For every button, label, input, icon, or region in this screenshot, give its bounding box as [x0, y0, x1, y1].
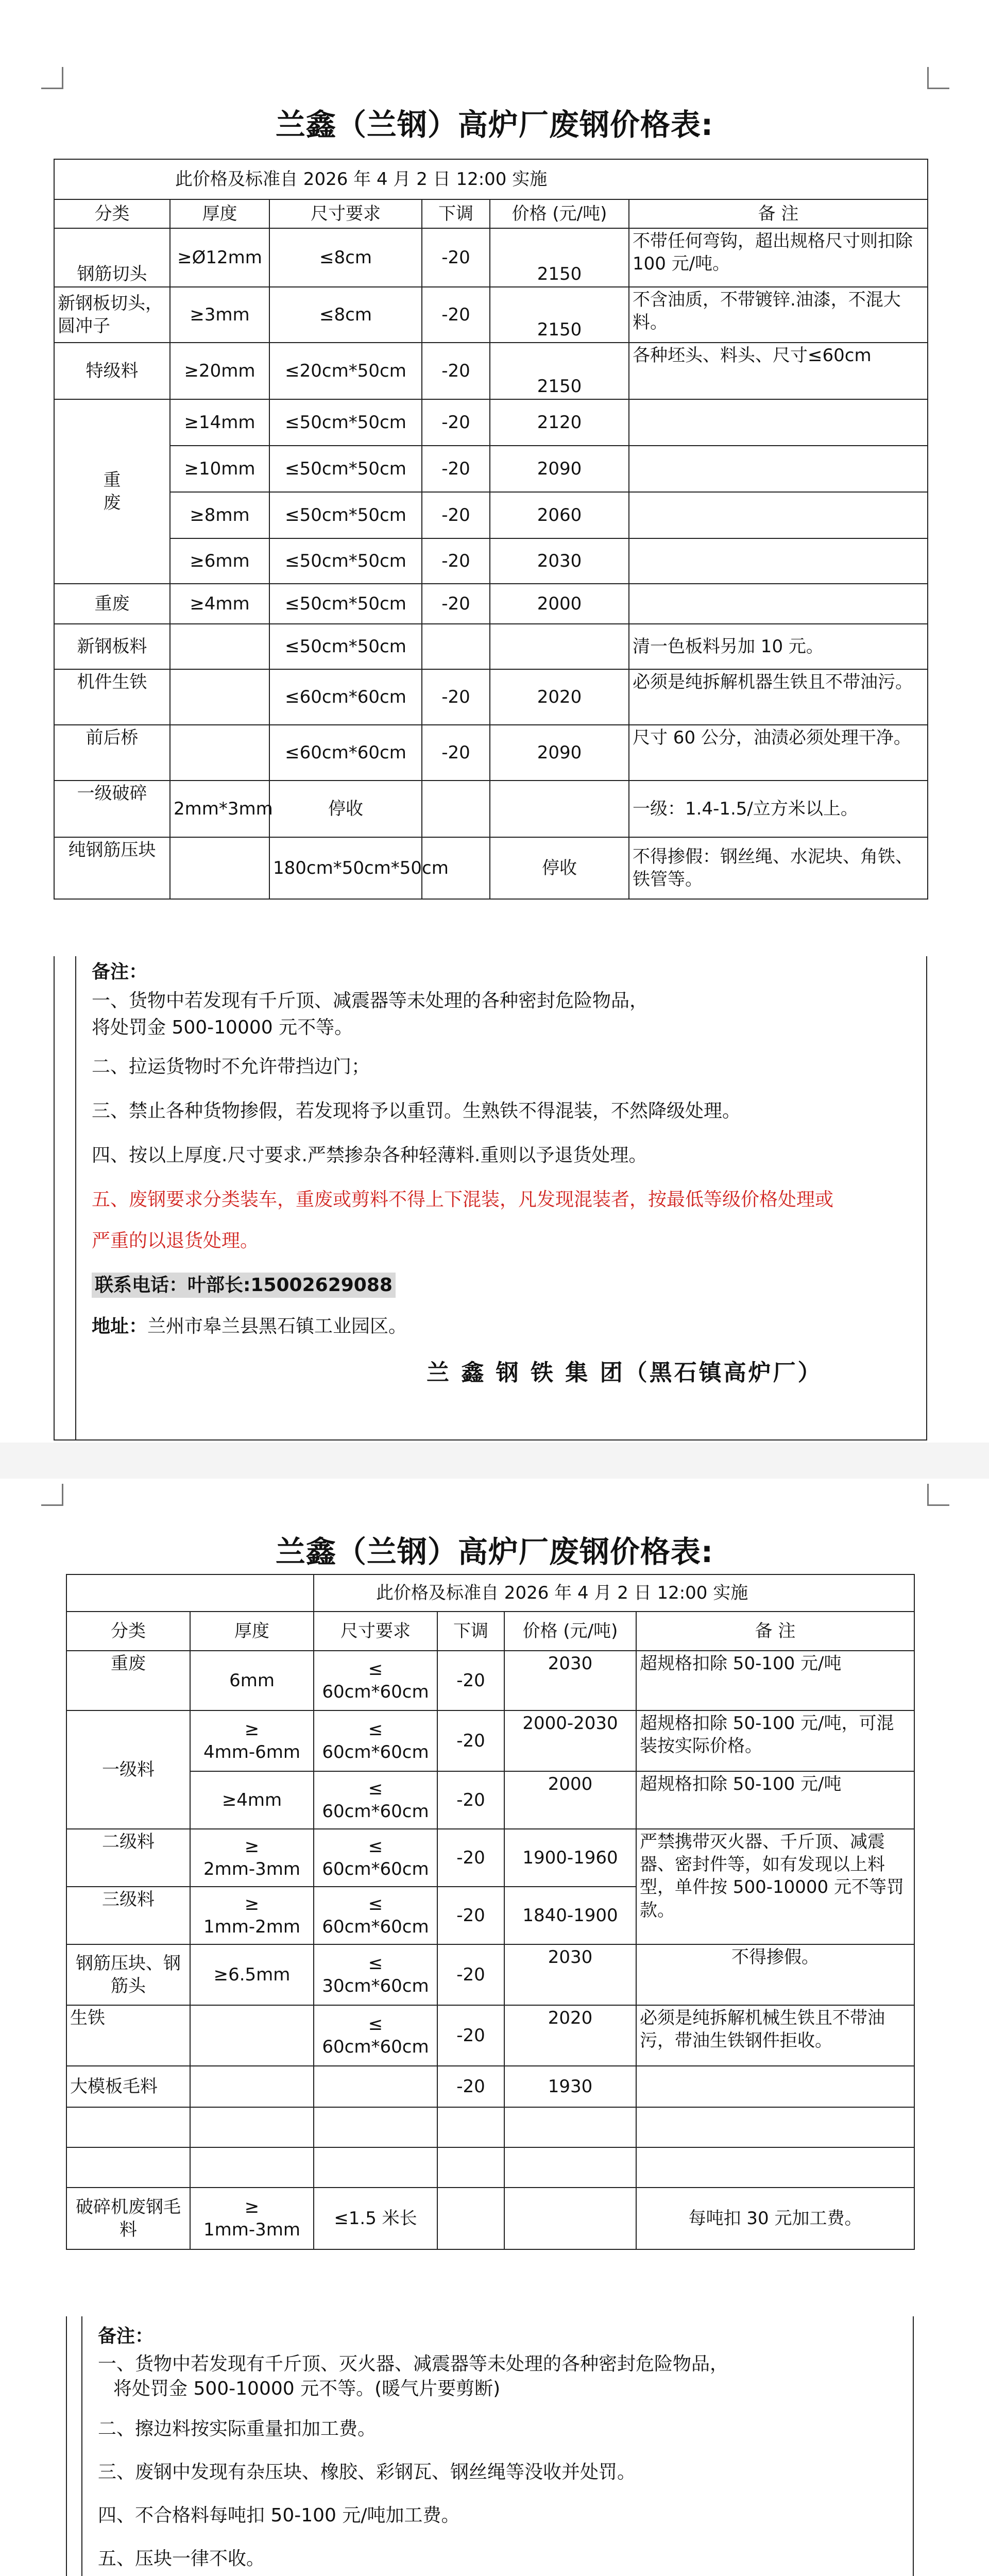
page-gap [0, 1443, 989, 1479]
page-title: 兰鑫（兰钢）高炉厂废钢价格表: [275, 1534, 714, 1569]
cell-size: ≤1.5 米长 [314, 2188, 437, 2249]
header-price: 价格 (元/吨) [504, 1612, 636, 1651]
cell-price: 2020 [490, 669, 629, 725]
cell-empty [437, 2147, 504, 2188]
cell-price: 1900-1960 [504, 1829, 636, 1887]
cell-size: 180cm*50cm*50cm [269, 837, 422, 899]
table-row [54, 343, 928, 399]
header-note: 备 注 [629, 199, 928, 228]
cell-thickness [190, 2005, 314, 2066]
cell-adjust [422, 624, 490, 669]
table-row [66, 1651, 914, 1710]
cell-price: 2000 [490, 584, 629, 624]
cell-note: 必须是纯拆解机器生铁且不带油污。 [629, 669, 928, 725]
cell-thickness [190, 2066, 314, 2107]
cell-adjust: -20 [422, 538, 490, 584]
table-row [54, 584, 928, 624]
cell-empty [66, 2107, 190, 2147]
cell-note: 尺寸 60 公分，油渍必须处理干净。 [629, 725, 928, 781]
table-row [54, 399, 928, 446]
effective-date: 此价格及标准自 2026 年 4 月 2 日 12:00 实施 [170, 159, 928, 199]
cell-adjust [422, 781, 490, 837]
cell-price: 2150 [490, 343, 629, 399]
table-row [66, 2147, 914, 2188]
cell-category: 生铁 [66, 2005, 190, 2066]
table-row [54, 624, 928, 669]
cell-price: 2060 [490, 492, 629, 538]
address-value: 兰州市皋兰县黑石镇工业园区。 [147, 1316, 407, 1337]
cell-adjust: -20 [437, 1944, 504, 2005]
cell-size: ≤50cm*50cm [269, 492, 422, 538]
cell-adjust: -20 [422, 669, 490, 725]
table-row [66, 1771, 914, 1829]
table-row [54, 538, 928, 584]
cell-empty [504, 2147, 636, 2188]
cell-size: 停收 [269, 781, 422, 837]
cell-category: 大模板毛料 [66, 2066, 190, 2107]
note-line: 将处罚金 500-10000 元不等。(暖气片要剪断) [113, 2378, 501, 2399]
price-table [54, 159, 928, 900]
header-size: 尺寸要求 [314, 1612, 437, 1651]
cell-note: 严禁携带灭火器、千斤顶、减震器、密封件等，如有发现以上料型，单件按 500-10000 元不等罚款。 [636, 1829, 914, 1944]
cell-category: 一级破碎 [54, 781, 170, 837]
cell-adjust: -20 [422, 584, 490, 624]
cell-adjust: -20 [437, 2066, 504, 2107]
notes-box [54, 956, 927, 1440]
cell-price: 2150 [490, 287, 629, 343]
cell-size: ≤ 60cm*60cm [314, 1829, 437, 1887]
notes-box [66, 2316, 914, 2576]
notes-title: 备注： [92, 961, 148, 982]
cell-thickness: ≥ 4mm-6mm [190, 1710, 314, 1771]
cell-size [314, 2066, 437, 2107]
notes-inner [81, 2316, 913, 2576]
cell-category: 新钢板料 [54, 624, 170, 669]
table-corner [54, 159, 170, 199]
header-category: 分类 [66, 1612, 190, 1651]
cell-category: 新钢板切头，圆冲子 [54, 287, 170, 343]
cell-empty [504, 2107, 636, 2147]
note-line: 一、货物中若发现有千斤顶、减震器等未处理的各种密封危险物品， [92, 990, 649, 1011]
cell-size: ≤60cm*60cm [269, 669, 422, 725]
cell-thickness [170, 725, 269, 781]
cell-note: 超规格扣除 50-100 元/吨，可混装按实际价格。 [636, 1710, 914, 1771]
header-price: 价格 (元/吨) [490, 199, 629, 228]
contact-phone: 联系电话：叶部长:15002629088 [92, 1273, 396, 1298]
notes-title: 备注： [98, 2326, 154, 2347]
table-row [54, 287, 928, 343]
table-row [54, 228, 928, 287]
cell-thickness: ≥ 1mm-2mm [190, 1887, 314, 1944]
cell-price: 停收 [490, 837, 629, 899]
note-line-red: 严重的以退货处理。 [92, 1230, 259, 1251]
table-row [54, 781, 928, 837]
cell-note: 不带任何弯钩，超出规格尺寸则扣除 100 元/吨。 [629, 228, 928, 287]
cell-category: 特级料 [54, 343, 170, 399]
cell-adjust: -20 [422, 725, 490, 781]
cell-size: ≤ 60cm*60cm [314, 1651, 437, 1710]
cell-size: ≤ 60cm*60cm [314, 1710, 437, 1771]
note-line-red: 五、废钢要求分类装车，重废或剪料不得上下混装，凡发现混装者，按最低等级价格处理或 [92, 1189, 834, 1210]
cell-size: ≤ 60cm*60cm [314, 2005, 437, 2066]
note-line: 将处罚金 500-10000 元不等。 [92, 1017, 353, 1038]
cell-adjust: -20 [422, 228, 490, 287]
cell-size: ≤ 60cm*60cm [314, 1887, 437, 1944]
cell-adjust: -20 [422, 399, 490, 446]
cell-thickness: ≥14mm [170, 399, 269, 446]
cell-price: 2120 [490, 399, 629, 446]
cell-category: 重废 [54, 584, 170, 624]
cell-category: 三级料 [66, 1887, 190, 1944]
table-row [54, 837, 928, 899]
cell-empty [437, 2107, 504, 2147]
cell-size: ≤8cm [269, 287, 422, 343]
cell-size: ≤50cm*50cm [269, 624, 422, 669]
cell-thickness: ≥20mm [170, 343, 269, 399]
cell-size: ≤ 60cm*60cm [314, 1771, 437, 1829]
cell-category: 重废 [66, 1651, 190, 1710]
cell-empty [314, 2107, 437, 2147]
cell-note: 不含油质，不带镀锌.油漆，不混大料。 [629, 287, 928, 343]
cell-thickness: 2mm*3mm [170, 781, 269, 837]
cell-thickness: ≥ 1mm-3mm [190, 2188, 314, 2249]
cell-size: ≤8cm [269, 228, 422, 287]
note-line: 四、不合格料每吨扣 50-100 元/吨加工费。 [98, 2505, 460, 2526]
cell-empty [314, 2147, 437, 2188]
table-corner [66, 1574, 314, 1612]
cell-adjust: -20 [437, 1887, 504, 1944]
cell-note: 必须是纯拆解机械生铁且不带油污，带油生铁钢件拒收。 [636, 2005, 914, 2066]
cell-price: 2090 [490, 446, 629, 492]
cell-thickness [170, 837, 269, 899]
cell-adjust [437, 2188, 504, 2249]
cell-note [629, 538, 928, 584]
cell-thickness: ≥ 2mm-3mm [190, 1829, 314, 1887]
cell-category: 一级料 [66, 1710, 190, 1829]
cell-price: 1930 [504, 2066, 636, 2107]
page-title: 兰鑫（兰钢）高炉厂废钢价格表: [275, 107, 714, 142]
address-label: 地址： [92, 1316, 148, 1337]
cell-thickness [170, 624, 269, 669]
note-line: 二、擦边料按实际重量扣加工费。 [98, 2418, 377, 2439]
cell-category: 机件生铁 [54, 669, 170, 725]
cell-price [490, 781, 629, 837]
cell-category: 破碎机废钢毛料 [66, 2188, 190, 2249]
cell-note [636, 2066, 914, 2107]
cell-price: 1840-1900 [504, 1887, 636, 1944]
note-line: 三、废钢中发现有杂压块、橡胶、彩钢瓦、钢丝绳等没收并处罚。 [98, 2462, 636, 2483]
table-row [54, 669, 928, 725]
cell-price: 2000-2030 [504, 1710, 636, 1771]
note-line: 二、拉运货物时不允许带挡边门； [92, 1056, 370, 1077]
header-adjust: 下调 [422, 199, 490, 228]
page-2 [0, 1479, 989, 2576]
cell-thickness: ≥Ø12mm [170, 228, 269, 287]
cell-note: 清一色板料另加 10 元。 [629, 624, 928, 669]
cell-note: 一级：1.4-1.5/立方米以上。 [629, 781, 928, 837]
cell-note [629, 492, 928, 538]
cell-category: 钢筋压块、钢筋头 [66, 1944, 190, 2005]
note-line: 五、压块一律不收。 [98, 2548, 265, 2569]
page-corner-mark [927, 1484, 949, 1506]
cell-size: ≤50cm*50cm [269, 446, 422, 492]
header-thickness: 厚度 [190, 1612, 314, 1651]
note-line: 一、货物中若发现有千斤顶、灭火器、减震器等未处理的各种密封危险物品， [98, 2353, 729, 2375]
cell-size: ≤ 30cm*60cm [314, 1944, 437, 2005]
header-category: 分类 [54, 199, 170, 228]
address-line [92, 1315, 407, 1338]
table-row [66, 1829, 914, 1887]
cell-price: 2030 [490, 538, 629, 584]
cell-adjust: -20 [437, 1771, 504, 1829]
header-adjust: 下调 [437, 1612, 504, 1651]
cell-adjust: -20 [422, 287, 490, 343]
table-row [66, 2066, 914, 2107]
cell-empty [190, 2107, 314, 2147]
note-line: 四、按以上厚度.尺寸要求.严禁掺杂各种轻薄料.重则以予退货处理。 [92, 1145, 647, 1166]
cell-empty [636, 2107, 914, 2147]
cell-size: ≤60cm*60cm [269, 725, 422, 781]
cell-category: 纯钢筋压块 [54, 837, 170, 899]
cell-price: 2030 [504, 1944, 636, 2005]
cell-note: 超规格扣除 50-100 元/吨 [636, 1651, 914, 1710]
cell-thickness: ≥3mm [170, 287, 269, 343]
table-row [54, 492, 928, 538]
cell-thickness: 6mm [190, 1651, 314, 1710]
cell-adjust: -20 [422, 446, 490, 492]
cell-thickness [170, 669, 269, 725]
cell-note: 各种坯头、料头、尺寸≤60cm [629, 343, 928, 399]
cell-price: 2150 [490, 228, 629, 287]
cell-empty [190, 2147, 314, 2188]
cell-adjust: -20 [422, 492, 490, 538]
cell-category: 钢筋切头 [54, 228, 170, 287]
cell-note [629, 584, 928, 624]
cell-price: 2020 [504, 2005, 636, 2066]
table-row [66, 1944, 914, 2005]
cell-thickness: ≥4mm [170, 584, 269, 624]
cell-adjust: -20 [422, 343, 490, 399]
cell-adjust: -20 [437, 1710, 504, 1771]
note-line: 三、禁止各种货物掺假，若发现将予以重罚。生熟铁不得混装，不然降级处理。 [92, 1100, 741, 1122]
cell-note [629, 446, 928, 492]
cell-thickness: ≥6mm [170, 538, 269, 584]
table-row [66, 2188, 914, 2249]
table-row [66, 2107, 914, 2147]
cell-thickness: ≥6.5mm [190, 1944, 314, 2005]
cell-note [629, 399, 928, 446]
cell-category: 重 废 [54, 399, 170, 584]
cell-size: ≤50cm*50cm [269, 584, 422, 624]
cell-thickness: ≥8mm [170, 492, 269, 538]
cell-adjust: -20 [437, 1829, 504, 1887]
cell-size: ≤20cm*50cm [269, 343, 422, 399]
cell-adjust: -20 [437, 2005, 504, 2066]
cell-category: 前后桥 [54, 725, 170, 781]
company-signature: 兰 鑫 钢 铁 集 团（黑石镇高炉厂） [427, 1360, 823, 1386]
table-row [54, 725, 928, 781]
header-note: 备 注 [636, 1612, 914, 1651]
cell-price [504, 2188, 636, 2249]
cell-thickness: ≥10mm [170, 446, 269, 492]
cell-price: 2000 [504, 1771, 636, 1829]
effective-date: 此价格及标准自 2026 年 4 月 2 日 12:00 实施 [314, 1574, 914, 1612]
cell-price: 2030 [504, 1651, 636, 1710]
cell-note: 每吨扣 30 元加工费。 [636, 2188, 914, 2249]
cell-price: 2090 [490, 725, 629, 781]
cell-thickness: ≥4mm [190, 1771, 314, 1829]
page-corner-mark [41, 1484, 63, 1506]
cell-note: 不得掺假：钢丝绳、水泥块、角铁、铁管等。 [629, 837, 928, 899]
cell-empty [66, 2147, 190, 2188]
table-row [66, 2005, 914, 2066]
cell-size: ≤50cm*50cm [269, 399, 422, 446]
cell-empty [636, 2147, 914, 2188]
price-table [66, 1574, 915, 2250]
header-size: 尺寸要求 [269, 199, 422, 228]
notes-inner [75, 956, 926, 1439]
cell-size: ≤50cm*50cm [269, 538, 422, 584]
header-thickness: 厚度 [170, 199, 269, 228]
cell-price [490, 624, 629, 669]
cell-note: 超规格扣除 50-100 元/吨 [636, 1771, 914, 1829]
cell-note: 不得掺假。 [636, 1944, 914, 2005]
table-row [54, 446, 928, 492]
page-corner-mark [41, 67, 63, 89]
page-corner-mark [927, 67, 949, 89]
cell-adjust: -20 [437, 1651, 504, 1710]
cell-category: 二级料 [66, 1829, 190, 1887]
table-row [66, 1710, 914, 1771]
